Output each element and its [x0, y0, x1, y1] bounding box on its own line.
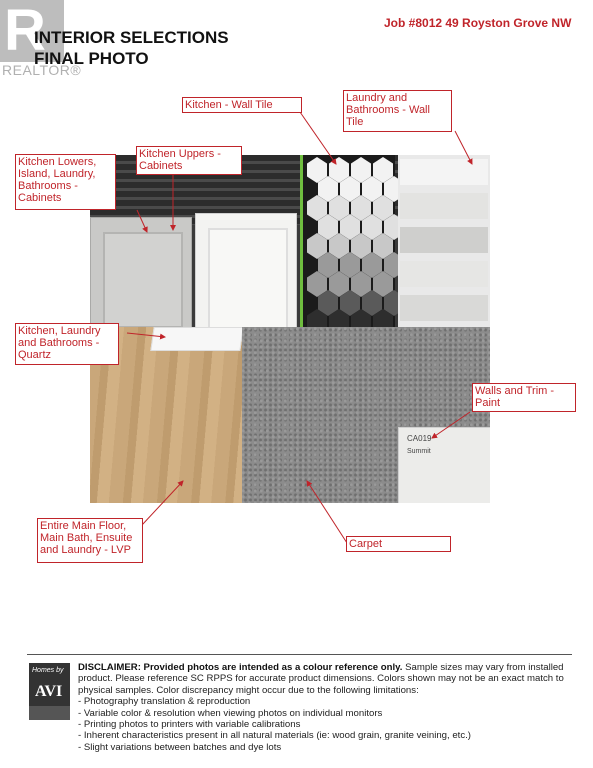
- paint-code: CA019: [407, 434, 432, 443]
- page-title: INTERIOR SELECTIONS: [34, 28, 229, 47]
- callout-kitchen-lowers: Kitchen Lowers, Island, Laundry, Bathrooms - Cabinets: [15, 154, 116, 210]
- builder-logo-tagline: Homes by: [32, 667, 64, 674]
- builder-logo-mark: AVI: [35, 683, 63, 700]
- callout-walls-trim-paint: Walls and Trim - Paint: [472, 383, 576, 412]
- page-subtitle: FINAL PHOTO: [34, 49, 149, 68]
- callout-carpet: Carpet: [346, 536, 451, 552]
- disclaimer: [78, 662, 578, 753]
- paint-name: Summit: [407, 448, 431, 455]
- disclaimer-divider: [27, 654, 572, 655]
- disclaimer-body: Sample sizes may vary from installed product. Please reference SC RPPS for accurate product dimensions. Colors shown may not be an exact match to physical samples. Color discrepancy might occur due to the following limitations:: [78, 662, 564, 696]
- callout-kitchen-uppers: Kitchen Uppers - Cabinets: [136, 146, 242, 175]
- list-item: - Inherent characteristics present in all natural materials (ie: wood grain, granite veining, etc.): [78, 730, 471, 742]
- list-item: - Photography translation & reproduction: [78, 696, 251, 708]
- callout-lvp: Entire Main Floor, Main Bath, Ensuite and Laundry - LVP: [37, 518, 143, 563]
- builder-logo: [29, 663, 70, 720]
- list-item: - Slight variations between batches and dye lots: [78, 741, 282, 753]
- realtor-watermark: REALTOR®: [2, 62, 82, 78]
- callout-laundry-bathroom-wall-tile: Laundry and Bathrooms - Wall Tile: [343, 90, 452, 132]
- disclaimer-list: [78, 696, 578, 753]
- realtor-logo-letter: R: [4, 0, 46, 63]
- job-reference: Job #8012 49 Royston Grove NW: [384, 16, 572, 30]
- disclaimer-heading: DISCLAIMER: Provided photos are intended as a colour reference only.: [78, 662, 403, 673]
- callout-quartz: Kitchen, Laundry and Bathrooms - Quartz: [15, 323, 119, 365]
- callout-kitchen-wall-tile: Kitchen - Wall Tile: [182, 97, 302, 113]
- list-item: - Variable color & resolution when viewing photos on individual monitors: [78, 707, 383, 719]
- list-item: - Printing photos to printers with variable calibrations: [78, 719, 301, 731]
